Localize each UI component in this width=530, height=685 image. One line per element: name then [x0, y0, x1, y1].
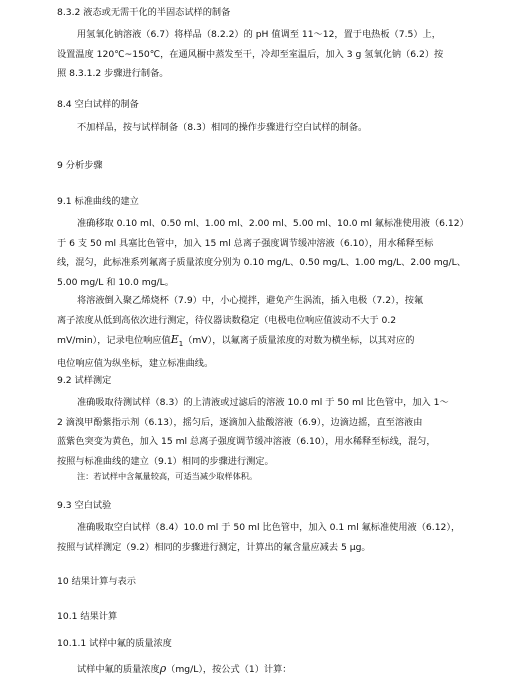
symbol-E-subscript: 1	[178, 339, 184, 348]
paragraph-8-3-2	[57, 25, 472, 84]
paragraph-9-2	[57, 393, 472, 471]
text-line: 电位响应值为纵坐标，建立标准曲线。	[57, 358, 214, 370]
text-line: 2 滴溴甲酚紫指示剂（6.13），摇匀后，逐滴加入盐酸溶液（6.9），边滴边摇，直至溶液由	[57, 416, 423, 428]
paragraph-9-1-a	[57, 214, 472, 292]
text-line: 不加样品，按与试样制备（8.3）相同的操作步骤进行空白试样的制备。	[77, 122, 368, 133]
text-line: 设置温度 120℃~150℃，在通风橱中蒸发至干，冷却至室温后，加入 3 g 氢氧化钠（6.2）按	[57, 48, 444, 60]
text-segment: mV/min），记录电位响应值	[57, 335, 171, 346]
text-segment: （mg/L），按公式（1）计算：	[166, 664, 292, 675]
text-line	[57, 659, 472, 680]
text-line: 照 8.3.1.2 步骤进行制备。	[57, 68, 169, 79]
heading-9-3: 9.3 空白试验	[57, 500, 112, 511]
paragraph-9-1-b	[57, 291, 472, 374]
text-line: 准确吸取待测试样（8.3）的上清液或过滤后的溶液 10.0 ml 于 50 ml 比色管中，加入 1～	[77, 397, 449, 408]
text-line	[57, 330, 472, 354]
text-line: 离子浓度从低到高依次进行测定，待仪器读数稳定（电极电位响应值波动不大于 0.2	[57, 314, 397, 326]
text-line: 5.00 mg/L 和 10.0 mg/L。	[57, 276, 174, 288]
text-segment: （mV），以氟离子质量浓度的对数为横坐标，以其对应的	[183, 335, 415, 346]
symbol-rho: ρ	[159, 662, 167, 675]
text-line: 按照与试样测定（9.2）相同的步骤进行测定，计算出的氟含量应减去 5 μg。	[57, 541, 371, 553]
text-line: 按照与标准曲线的建立（9.1）相同的步骤进行测定。	[57, 455, 274, 467]
paragraph-9-3	[57, 518, 472, 557]
text-line: 蓝紫色突变为黄色，加入 15 ml 总离子强度调节缓冲溶液（6.10），用水稀释至标线，混匀，	[57, 436, 436, 447]
text-line: 线，混匀，此标准系列氟离子质量浓度分别为 0.10 mg/L、0.50 mg/L、1.00 mg/L、2.00 mg/L、	[57, 257, 466, 268]
heading-9-2: 9.2 试样测定	[57, 375, 112, 386]
heading-8-3-2: 8.3.2 液态或无需干化的半固态试样的制备	[57, 7, 231, 18]
text-segment: 试样中氟的质量浓度	[77, 664, 160, 675]
paragraph-8-4	[57, 118, 472, 138]
heading-10-1-1: 10.1.1 试样中氟的质量浓度	[57, 638, 172, 649]
heading-10: 10 结果计算与表示	[57, 576, 136, 587]
heading-9-1: 9.1 标准曲线的建立	[57, 196, 139, 207]
paragraph-10-1-1	[57, 659, 472, 680]
note-9-2: 注：若试样中含氟量较高，可适当减少取样体积。	[77, 471, 258, 481]
heading-8-4: 8.4 空白试样的制备	[57, 99, 139, 110]
text-line: 于 6 支 50 ml 具塞比色管中，加入 15 ml 总离子强度调节缓冲溶液（6.10），用水稀释至标	[57, 237, 434, 249]
heading-10-1: 10.1 结果计算	[57, 611, 118, 622]
text-line: 用氢氧化钠溶液（6.7）将样品（8.2.2）的 pH 值调至 11～12，置于电热板（7.5）上，	[77, 29, 441, 40]
heading-9: 9 分析步骤	[57, 160, 103, 171]
text-line: 准确吸取空白试样（8.4）10.0 ml 于 50 ml 比色管中，加入 0.1 ml 氟标准使用液（6.12），	[77, 522, 461, 533]
text-line: 将溶液倒入聚乙烯烧杯（7.9）中，小心搅拌，避免产生涡流，插入电极（7.2），按氟	[77, 295, 424, 306]
symbol-E: E	[170, 333, 179, 346]
text-line: 准确移取 0.10 ml、0.50 ml、1.00 ml、2.00 ml、5.00 ml、10.0 ml 氟标准使用液（6.12）	[77, 218, 469, 229]
